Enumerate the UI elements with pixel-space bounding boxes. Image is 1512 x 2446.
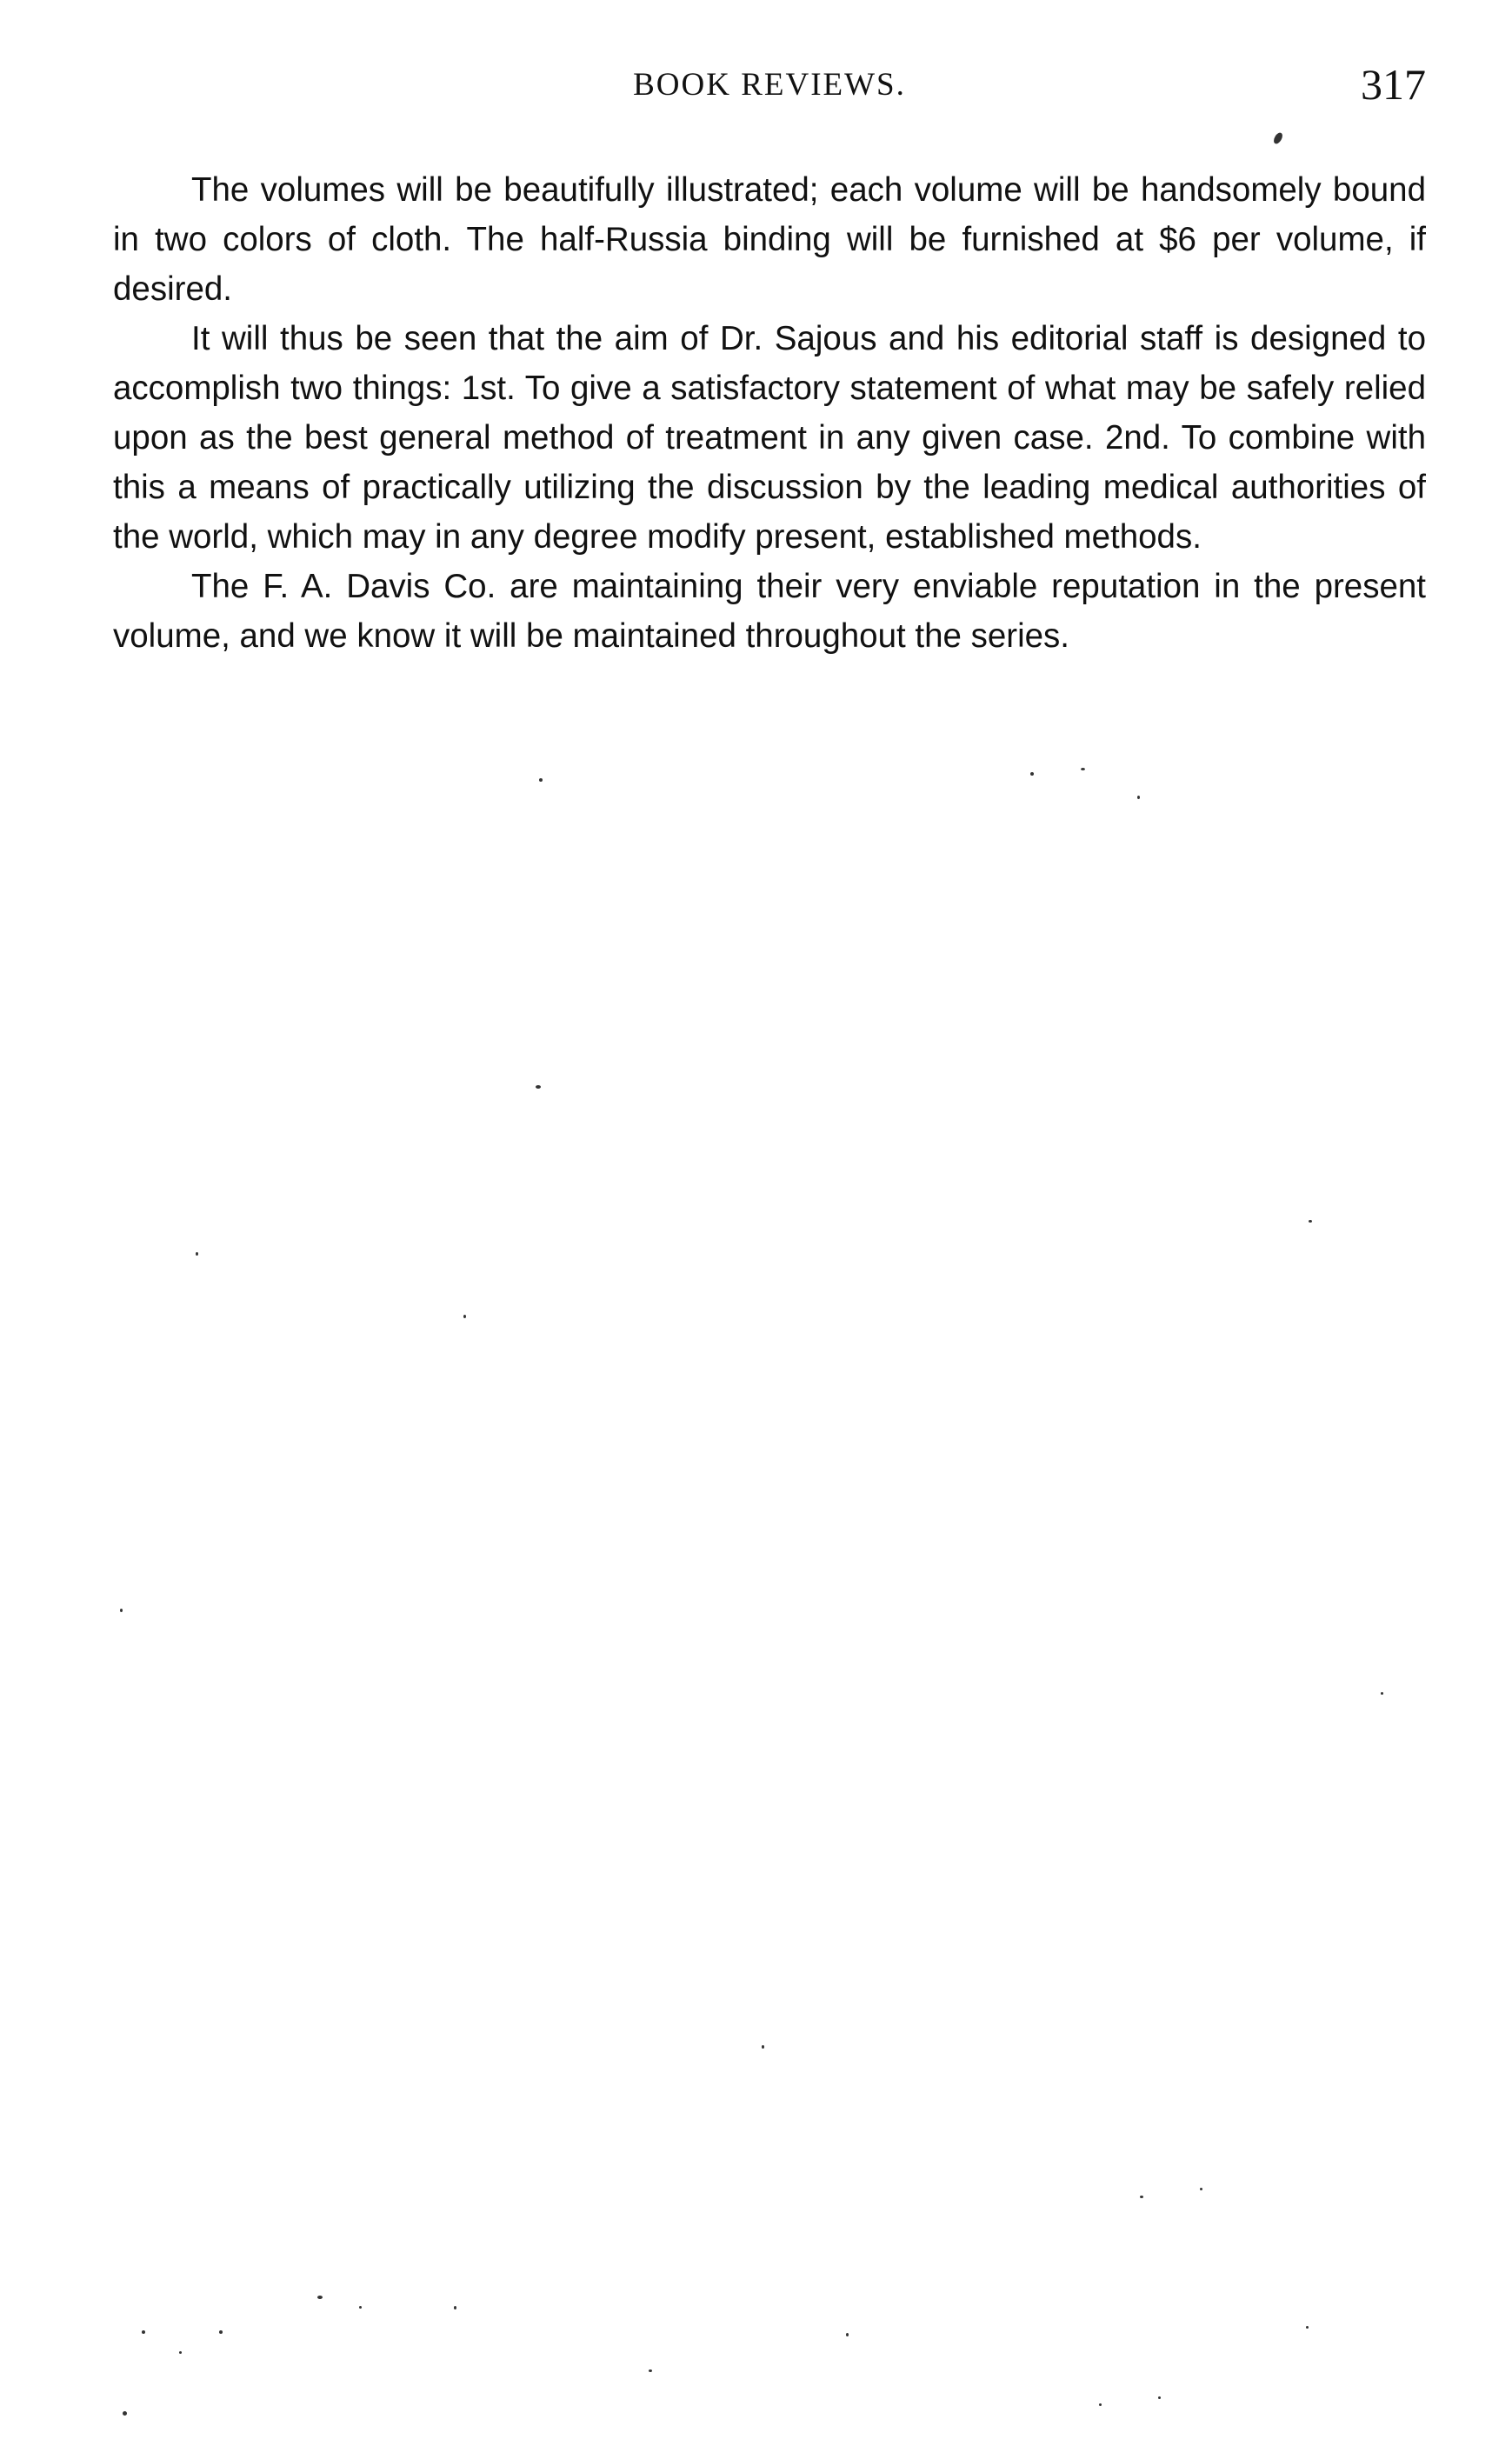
scan-speck	[317, 2296, 323, 2299]
page-header	[113, 59, 1426, 111]
scan-speck	[1099, 2403, 1102, 2406]
scan-speck	[120, 1609, 123, 1612]
scan-speck	[123, 2411, 127, 2416]
scan-speck	[454, 2306, 456, 2309]
scan-speck	[359, 2306, 362, 2309]
scan-speck	[196, 1252, 198, 1256]
running-head: BOOK REVIEWS.	[633, 67, 906, 103]
paragraph: The F. A. Davis Co. are maintaining their very enviable reputation in the present volume, and we know it will be maintained throughout the series.	[113, 568, 1426, 655]
scan-speck	[463, 1315, 466, 1318]
scan-speck	[1140, 2196, 1143, 2198]
scan-speck	[1081, 768, 1085, 770]
paragraph: It will thus be seen that the aim of Dr. Sajous and his editorial staff is designed to accomplish two things: 1st. To give a satisfactory statement of what may be safely relied upon as the best general method of treatment in any given case. 2nd. To combine with this a means of practically utilizing the discussion by the leading medical authorities of the world, which may in any degree modify present, established methods.	[113, 320, 1426, 556]
scan-speck	[219, 2330, 223, 2334]
paragraph: The volumes will be beautifully illustrated; each volume will be handsomely bound in two colors of cloth. The half-Russia binding will be furnished at $6 per volume, if desired.	[113, 171, 1426, 308]
scan-speck	[1030, 772, 1034, 776]
scan-speck	[179, 2351, 182, 2354]
scan-speck	[1158, 2396, 1161, 2399]
scan-speck	[762, 2045, 764, 2049]
scan-speck	[1309, 1220, 1312, 1223]
scan-speck	[649, 2369, 652, 2372]
scan-speck	[1272, 131, 1284, 145]
scan-speck	[536, 1085, 541, 1089]
scan-speck	[1306, 2326, 1309, 2329]
scan-speck	[846, 2333, 849, 2336]
scan-speck	[1137, 796, 1140, 799]
scan-speck	[1200, 2188, 1202, 2190]
review-text	[113, 165, 1426, 661]
scan-speck	[142, 2330, 145, 2334]
scan-speck	[1381, 1692, 1383, 1695]
page-number: 317	[1361, 60, 1426, 109]
scan-speck	[539, 778, 543, 782]
